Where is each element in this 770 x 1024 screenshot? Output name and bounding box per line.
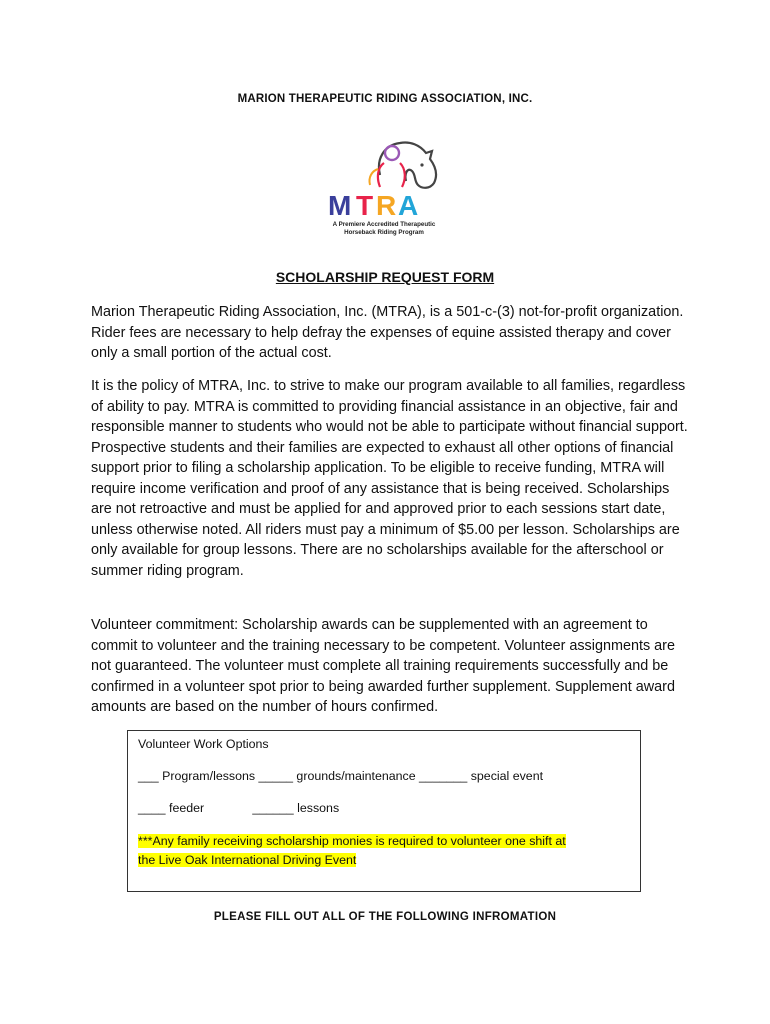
mtra-logo xyxy=(318,135,450,245)
logo-letter-a: A xyxy=(398,190,419,221)
logo-graphic xyxy=(318,135,450,221)
rider-head xyxy=(385,146,399,160)
form-title: SCHOLARSHIP REQUEST FORM xyxy=(275,269,495,285)
volunteer-options-row-2[interactable]: ____ feeder ______ lessons xyxy=(138,801,340,815)
intro-paragraph: Marion Therapeutic Riding Association, Inc. (MTRA), is a 501-c-(3) not-for-profit organization. Rider fees are necessary to help defray the expenses of equine assisted therapy and cover only a small portion of the actual cost. xyxy=(91,304,684,361)
fill-out-instruction: PLEASE FILL OUT ALL OF THE FOLLOWING INFROMATION xyxy=(213,911,557,923)
rider-arm xyxy=(369,169,378,185)
volunteer-options-row-1[interactable]: ___ Program/lessons _____ grounds/maintenance _______ special event xyxy=(138,769,544,783)
logo-letter-r: R xyxy=(376,190,397,221)
logo-tagline-line2: Horseback Riding Program xyxy=(344,229,424,236)
logo-letter-t: T xyxy=(356,190,374,221)
note-line-2: the Live Oak International Driving Event xyxy=(138,852,357,867)
volunteer-paragraph: Volunteer commitment: Scholarship awards can be supplemented with an agreement to commit to volunteer and the training necessary to be competent. Volunteer assignments are not guaranteed. The volunteer must complete all training requirements successfully and be confirmed in a volunteer spot prior to being awarded further supplement. Supplement award amounts are based on the number of hours confirmed. xyxy=(91,617,675,715)
policy-paragraph: It is the policy of MTRA, Inc. to strive to make our program available to all families, regardless of ability to pay. MTRA is committed to providing financial assistance in an objective, fair and responsible manner to students who would not be able to participate without financial support. Prospective students and their families are expected to exhaust all other options of financial support prior to filing a scholarship application. To be eligible to receive funding, MTRA will require income verification and proof of any assistance that is being received. Scholarships are not retroactive and must be applied for and approved prior to each sessions start date, unless otherwise noted. All riders must pay a minimum of $5.00 per lesson. Scholarships are only available for group lessons. There are no scholarships available for the afterschool or summer riding program. xyxy=(91,378,688,579)
rider-body xyxy=(378,163,405,187)
logo-tagline xyxy=(318,221,450,237)
note-line-1: ***Any family receiving scholarship monies is required to volunteer one shift at xyxy=(138,834,566,848)
volunteer-options-box xyxy=(127,730,641,892)
horse-eye xyxy=(420,163,423,166)
logo-letter-m: M xyxy=(328,190,352,221)
volunteer-options-heading: Volunteer Work Options xyxy=(138,737,269,751)
volunteer-requirement-note xyxy=(138,832,628,869)
organization-header: MARION THERAPEUTIC RIDING ASSOCIATION, INC. xyxy=(237,93,533,105)
logo-tagline-line1: A Premiere Accredited Therapeutic xyxy=(332,221,436,228)
